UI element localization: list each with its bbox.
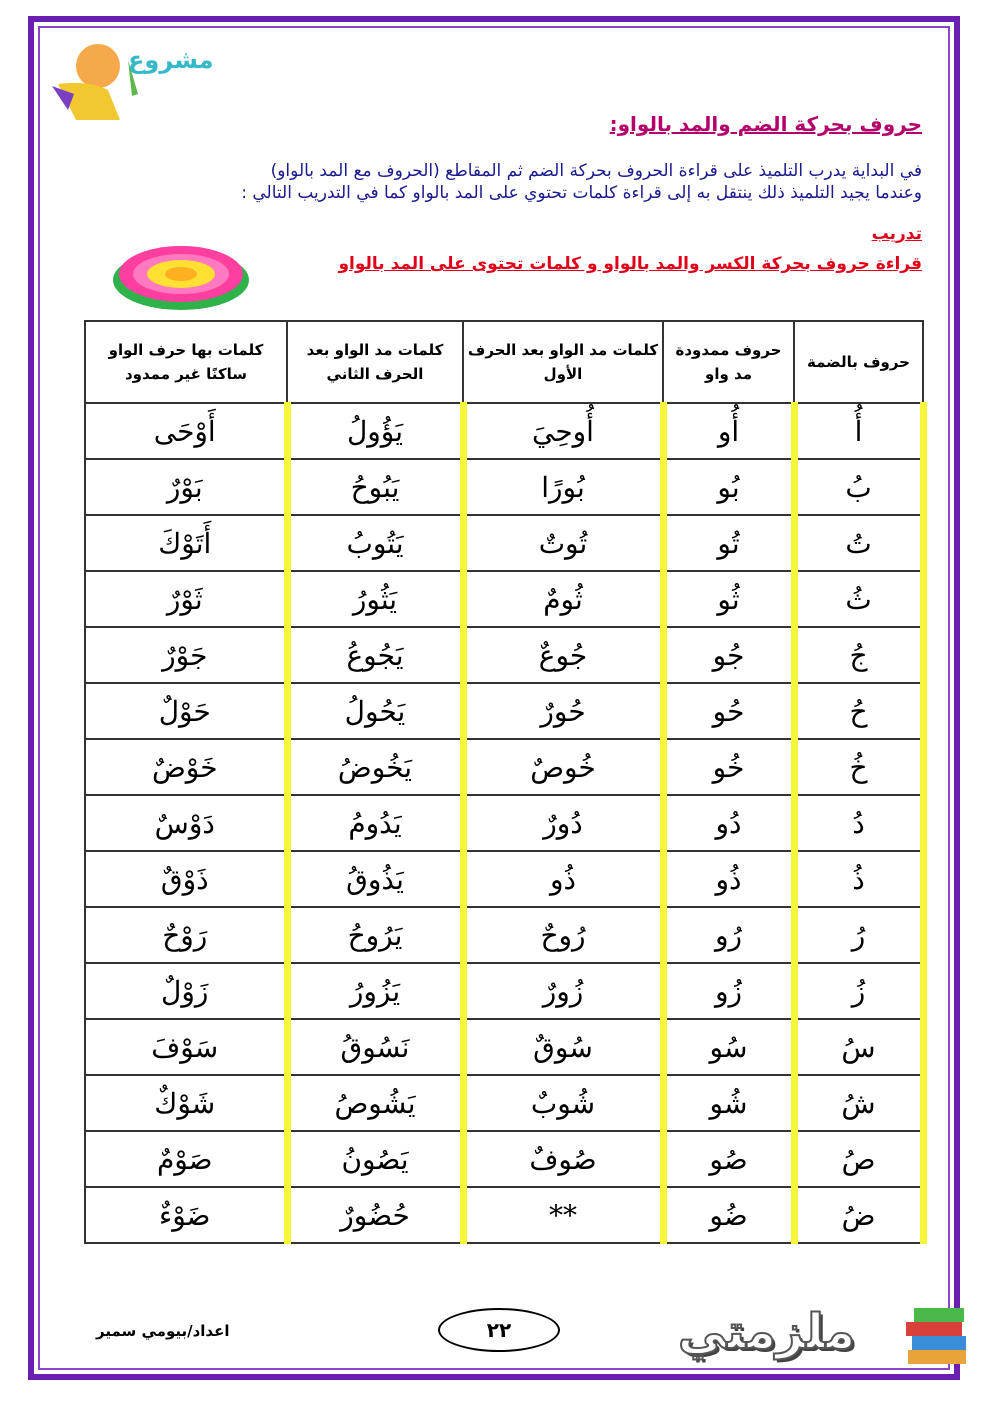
cell-first: شُوبٌ	[463, 1075, 663, 1131]
cell-first: تُوتٌ	[463, 515, 663, 571]
cell-first: بُورًا	[463, 459, 663, 515]
cell-extended: ضُو	[663, 1187, 794, 1243]
cell-first: أُوحِيَ	[463, 403, 663, 459]
cell-extended: ثُو	[663, 571, 794, 627]
page-title: حروف بحركة الضم والمد بالواو:	[609, 112, 922, 136]
intro-paragraph	[82, 160, 922, 204]
page-number: ٢٢	[438, 1308, 560, 1352]
cell-extended: دُو	[663, 795, 794, 851]
cell-extended: ذُو	[663, 851, 794, 907]
cell-sakin: ضَوْءٌ	[85, 1187, 287, 1243]
table-header-row	[85, 321, 923, 403]
cell-sakin: صَوْمٌ	[85, 1131, 287, 1187]
cell-sakin: دَوْسٌ	[85, 795, 287, 851]
table-row	[85, 963, 923, 1019]
intro-line-1: في البداية يدرب التلميذ على قراءة الحروف بحركة الضم ثم المقاطع (الحروف مع المد بالواو)	[270, 161, 922, 181]
cell-extended: بُو	[663, 459, 794, 515]
cell-first: دُورٌ	[463, 795, 663, 851]
cell-second: حُضُورٌ	[287, 1187, 463, 1243]
cell-sakin: زَوْلٌ	[85, 963, 287, 1019]
cell-second: يَؤُولُ	[287, 403, 463, 459]
cell-second: يَدُومُ	[287, 795, 463, 851]
cell-letter: جُ	[794, 627, 923, 683]
intro-line-2: وعندما يجيد التلميذ ذلك ينتقل به إلى قراءة كلمات تحتوي على المد بالواو كما في التدريب التالي :	[241, 183, 922, 203]
cell-first: جُوعٌ	[463, 627, 663, 683]
cell-second: يَجُوعُ	[287, 627, 463, 683]
cell-extended: رُو	[663, 907, 794, 963]
drill-title: قراءة حروف بحركة الكسر والمد بالواو و كلمات تحتوى على المد بالواو	[338, 254, 922, 274]
cell-first: رُوحٌ	[463, 907, 663, 963]
cell-first: **	[463, 1187, 663, 1243]
table-row	[85, 627, 923, 683]
cell-sakin: شَوْكٌ	[85, 1075, 287, 1131]
cell-extended: أُو	[663, 403, 794, 459]
table-row	[85, 1019, 923, 1075]
cell-second: يَبُوحُ	[287, 459, 463, 515]
cell-sakin: خَوْضٌ	[85, 739, 287, 795]
header-letter: حروف بالضمة	[794, 321, 923, 403]
logo-text: مشروع	[128, 46, 214, 74]
header-sakin: كلمات بها حرف الواو ساكنًا غير ممدود	[85, 321, 287, 403]
table-row	[85, 571, 923, 627]
cell-extended: حُو	[663, 683, 794, 739]
table-row	[85, 1075, 923, 1131]
cell-letter: ذُ	[794, 851, 923, 907]
cell-second: يَشُوصُ	[287, 1075, 463, 1131]
cell-extended: شُو	[663, 1075, 794, 1131]
cell-second: يَثُورُ	[287, 571, 463, 627]
cell-extended: جُو	[663, 627, 794, 683]
drill-label: تدريب	[871, 224, 922, 244]
cell-letter: شُ	[794, 1075, 923, 1131]
cell-letter: صُ	[794, 1131, 923, 1187]
cell-sakin: أَتَوْكَ	[85, 515, 287, 571]
cell-letter: رُ	[794, 907, 923, 963]
books-icon	[902, 1300, 972, 1380]
table-row	[85, 515, 923, 571]
cell-second: يَذُوقُ	[287, 851, 463, 907]
cell-sakin: ثَوْرٌ	[85, 571, 287, 627]
cell-sakin: أَوْحَى	[85, 403, 287, 459]
author-credit: اعداد/بيومي سمير	[96, 1322, 230, 1340]
cell-letter: تُ	[794, 515, 923, 571]
cell-first: زُورٌ	[463, 963, 663, 1019]
cell-letter: دُ	[794, 795, 923, 851]
cell-letter: حُ	[794, 683, 923, 739]
cell-sakin: بَوْرٌ	[85, 459, 287, 515]
flower-icon	[108, 236, 254, 314]
cell-second: يَتُوبُ	[287, 515, 463, 571]
cell-sakin: ذَوْقٌ	[85, 851, 287, 907]
table-row	[85, 1131, 923, 1187]
cell-first: ثُومٌ	[463, 571, 663, 627]
cell-first: سُوقٌ	[463, 1019, 663, 1075]
cell-first: حُورٌ	[463, 683, 663, 739]
table-row	[85, 1187, 923, 1243]
cell-extended: تُو	[663, 515, 794, 571]
header-extended: حروف ممدودة مد واو	[663, 321, 794, 403]
cell-letter: ضُ	[794, 1187, 923, 1243]
cell-sakin: حَوْلٌ	[85, 683, 287, 739]
cell-sakin: رَوْحٌ	[85, 907, 287, 963]
header-second: كلمات مد الواو بعد الحرف الثاني	[287, 321, 463, 403]
cell-first: ذُو	[463, 851, 663, 907]
table-row	[85, 403, 923, 459]
cell-second: نَسُوقُ	[287, 1019, 463, 1075]
cell-extended: خُو	[663, 739, 794, 795]
cell-extended: سُو	[663, 1019, 794, 1075]
table-row	[85, 683, 923, 739]
cell-second: يَزُورُ	[287, 963, 463, 1019]
cell-first: خُوصٌ	[463, 739, 663, 795]
cell-letter: ثُ	[794, 571, 923, 627]
cell-first: صُوفٌ	[463, 1131, 663, 1187]
cell-letter: سُ	[794, 1019, 923, 1075]
cell-letter: بُ	[794, 459, 923, 515]
cell-sakin: جَوْرٌ	[85, 627, 287, 683]
cell-extended: زُو	[663, 963, 794, 1019]
cell-second: يَصُونُ	[287, 1131, 463, 1187]
cell-sakin: سَوْفَ	[85, 1019, 287, 1075]
cell-extended: صُو	[663, 1131, 794, 1187]
cell-second: يَخُوضُ	[287, 739, 463, 795]
cell-letter: زُ	[794, 963, 923, 1019]
watermark-text: ملزمتي	[678, 1304, 856, 1360]
letters-table	[84, 320, 927, 1244]
table-row	[85, 795, 923, 851]
cell-second: يَحُولُ	[287, 683, 463, 739]
cell-second: يَرُوحُ	[287, 907, 463, 963]
table-row	[85, 851, 923, 907]
cell-letter: خُ	[794, 739, 923, 795]
table-row	[85, 739, 923, 795]
table-row	[85, 459, 923, 515]
cell-letter: أُ	[794, 403, 923, 459]
table-row	[85, 907, 923, 963]
header-first: كلمات مد الواو بعد الحرف الأول	[463, 321, 663, 403]
